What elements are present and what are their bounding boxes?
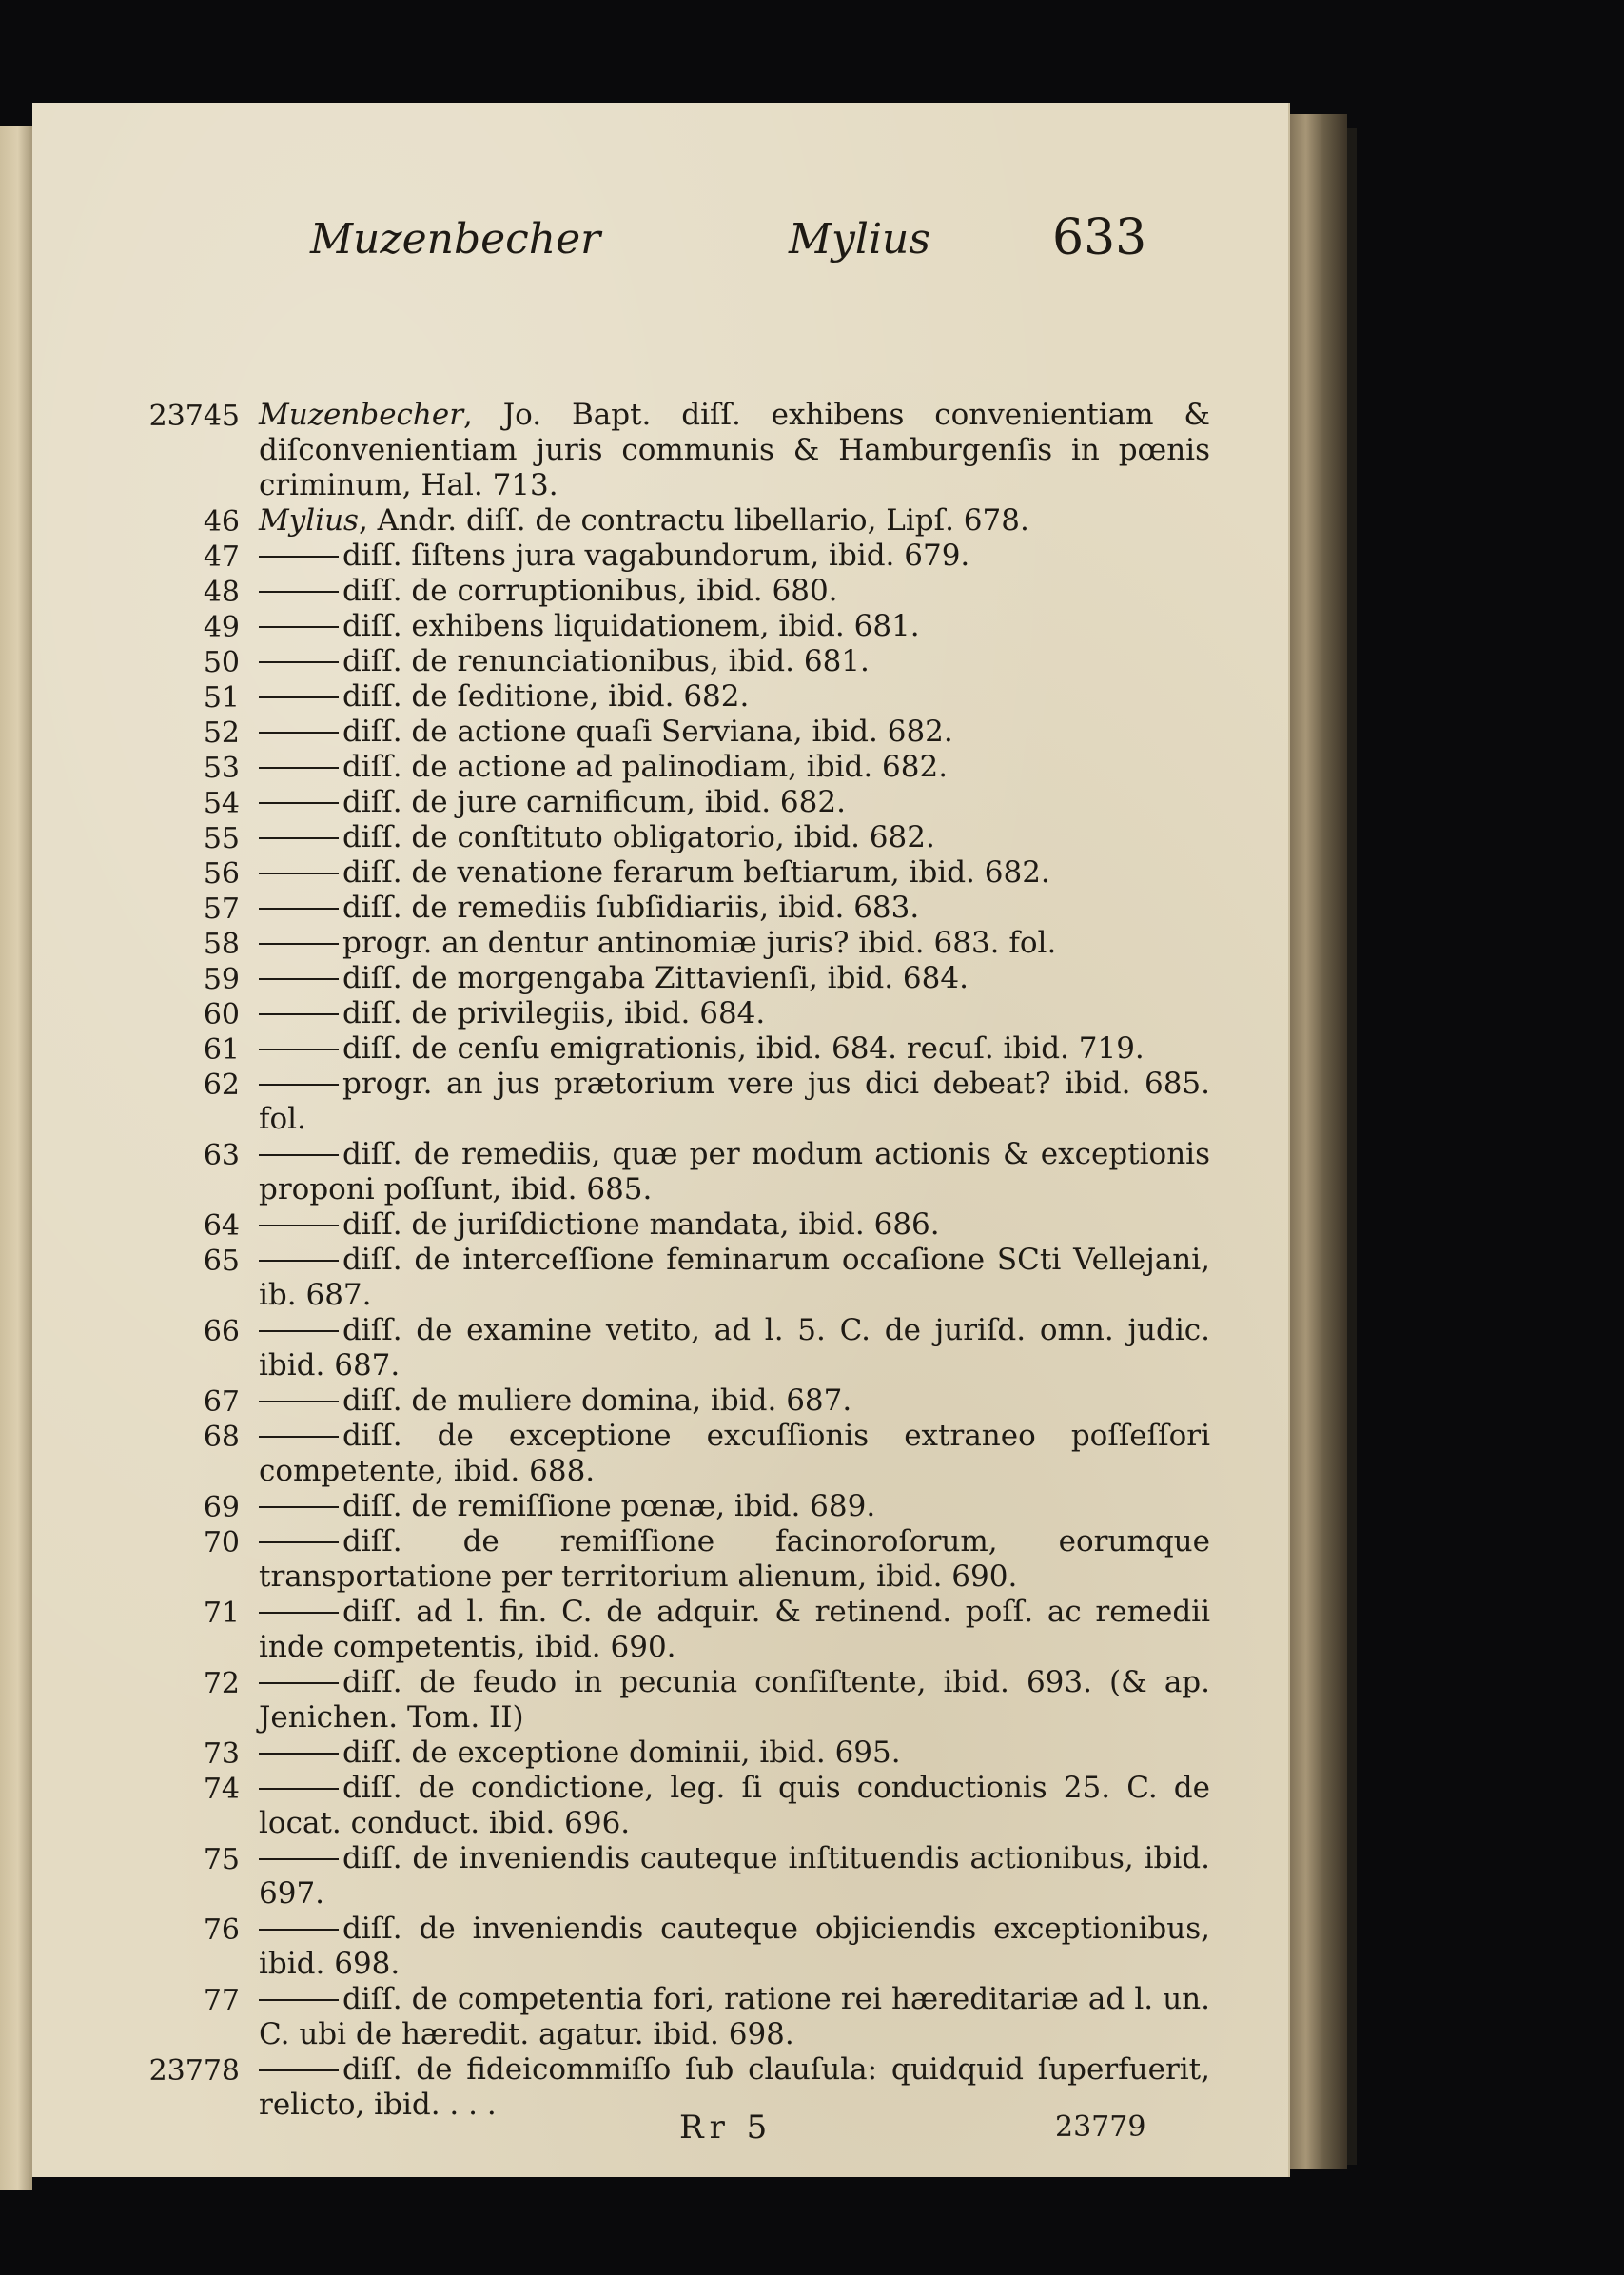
catchword: 23779 bbox=[1055, 2110, 1146, 2144]
entry-number: 47 bbox=[203, 540, 240, 574]
entry-text bbox=[259, 574, 1210, 609]
ditto-dash bbox=[259, 873, 339, 874]
entry-row bbox=[32, 398, 1288, 503]
ditto-dash bbox=[259, 1753, 339, 1755]
entry-body: diſſ. de remiſſione pœnæ, ibid. 689. bbox=[342, 1489, 876, 1523]
entry-text bbox=[259, 1736, 1210, 1771]
page-number: 633 bbox=[1052, 209, 1147, 266]
entry-row bbox=[32, 961, 1288, 996]
entry-body: diſſ. de actione quaſi Serviana, ibid. 682. bbox=[342, 715, 953, 749]
ditto-dash bbox=[259, 1225, 339, 1226]
entry-row bbox=[32, 1489, 1288, 1524]
ditto-dash bbox=[259, 1506, 339, 1508]
entry-body: diſſ. de juriſdictione mandata, ibid. 686. bbox=[342, 1207, 940, 1242]
ditto-dash bbox=[259, 732, 339, 734]
entry-row bbox=[32, 609, 1288, 644]
entry-text bbox=[259, 891, 1210, 926]
entry-row bbox=[32, 1067, 1288, 1137]
entry-text bbox=[259, 1595, 1210, 1665]
ditto-dash bbox=[259, 2069, 339, 2071]
entry-number: 54 bbox=[203, 787, 240, 820]
ditto-dash bbox=[259, 1858, 339, 1860]
entry-body: diſſ. de remediis, quæ per modum actionis & exceptionis proponi poſſunt, ibid. 685. bbox=[259, 1137, 1210, 1206]
entry-number: 52 bbox=[203, 716, 240, 750]
entry-number: 68 bbox=[203, 1421, 240, 1454]
ditto-dash bbox=[259, 767, 339, 769]
entry-body: diſſ. de remediis ſubſidiariis, ibid. 683. bbox=[342, 891, 920, 925]
entry-text bbox=[259, 926, 1210, 961]
ditto-dash bbox=[259, 1612, 339, 1614]
entry-number: 58 bbox=[203, 928, 240, 961]
entry-body: diſſ. de corruptionibus, ibid. 680. bbox=[342, 574, 838, 608]
entry-row bbox=[32, 679, 1288, 715]
entry-body: diſſ. de morgengaba Zittavienſi, ibid. 684. bbox=[342, 961, 969, 995]
entry-body: diſſ. de venatione ferarum beſtiarum, ibid. 682. bbox=[342, 855, 1050, 890]
entry-body: diſſ. de exceptione dominii, ibid. 695. bbox=[342, 1736, 901, 1770]
entry-row bbox=[32, 1736, 1288, 1771]
entry-row bbox=[32, 1841, 1288, 1912]
entry-row bbox=[32, 715, 1288, 750]
entry-text bbox=[259, 1665, 1210, 1736]
entry-text bbox=[259, 750, 1210, 785]
entry-row bbox=[32, 820, 1288, 855]
ditto-dash bbox=[259, 1401, 339, 1402]
entry-number: 59 bbox=[203, 963, 240, 996]
entry-number: 46 bbox=[203, 505, 240, 539]
ditto-dash bbox=[259, 1999, 339, 2001]
ditto-dash bbox=[259, 1154, 339, 1156]
entry-text bbox=[259, 1489, 1210, 1524]
entry-body: diſſ. de cenſu emigrationis, ibid. 684. recuſ. ibid. 719. bbox=[342, 1031, 1145, 1066]
entry-body: diſſ. de renunciationibus, ibid. 681. bbox=[342, 644, 870, 678]
entry-number: 51 bbox=[203, 681, 240, 715]
entry-text bbox=[259, 398, 1210, 503]
entry-row bbox=[32, 996, 1288, 1031]
entry-body: diſſ. de interceſſione feminarum occaſione SCti Vellejani, ib. 687. bbox=[259, 1243, 1210, 1312]
entry-body: diſſ. de feudo in pecunia conſiſtente, ibid. 693. (& ap. Jenichen. Tom. II) bbox=[259, 1665, 1210, 1735]
entry-text bbox=[259, 1313, 1210, 1383]
entry-body: progr. an jus prætorium vere jus dici debeat? ibid. 685. fol. bbox=[259, 1067, 1210, 1136]
entry-row bbox=[32, 1243, 1288, 1313]
entry-text bbox=[259, 996, 1210, 1031]
entry-text bbox=[259, 1841, 1210, 1912]
entry-body: diſſ. de privilegiis, ibid. 684. bbox=[342, 996, 766, 1030]
entry-body: diſſ. de jure carnificum, ibid. 682. bbox=[342, 785, 846, 819]
entry-row bbox=[32, 503, 1288, 539]
entry-text bbox=[259, 1383, 1210, 1419]
ditto-dash bbox=[259, 943, 339, 945]
entry-body: diſſ. de actione ad palinodiam, ibid. 682. bbox=[342, 750, 949, 784]
entry-body: diſſ. de competentia fori, ratione rei hæreditariæ ad l. un. C. ubi de hæredit. agatur. ibid. 698. bbox=[259, 1982, 1210, 2051]
ditto-dash bbox=[259, 626, 339, 628]
entry-body: diſſ. de exceptione excuſſionis extraneo poſſeſſori competente, ibid. 688. bbox=[259, 1419, 1210, 1488]
ditto-dash bbox=[259, 696, 339, 698]
entry-row bbox=[32, 539, 1288, 574]
ditto-dash bbox=[259, 908, 339, 910]
author-name: Muzenbecher bbox=[259, 398, 464, 432]
entry-row bbox=[32, 1595, 1288, 1665]
entry-body: diſſ. de remiſſione facinoroſorum, eorumque transportatione per territorium alienum, ibid. 690. bbox=[259, 1524, 1210, 1594]
entry-row bbox=[32, 1982, 1288, 2052]
entry-number: 57 bbox=[203, 892, 240, 926]
entry-number: 67 bbox=[203, 1385, 240, 1419]
entry-row bbox=[32, 1207, 1288, 1243]
entry-number: 69 bbox=[203, 1491, 240, 1524]
entry-number: 61 bbox=[203, 1033, 240, 1067]
entry-number: 70 bbox=[203, 1526, 240, 1559]
entry-row bbox=[32, 1313, 1288, 1383]
entry-body: diſſ. ad l. fin. C. de adquir. & retinend. poſſ. ac remedii inde competentis, ibid. 690. bbox=[259, 1595, 1210, 1664]
entry-text bbox=[259, 1137, 1210, 1207]
entry-text bbox=[259, 1067, 1210, 1137]
entry-row bbox=[32, 1665, 1288, 1736]
entry-number: 76 bbox=[203, 1913, 240, 1947]
running-head-center: Mylius bbox=[789, 215, 930, 264]
entry-body: diſſ. ſiſtens jura vagabundorum, ibid. 679. bbox=[342, 539, 970, 573]
entry-row bbox=[32, 574, 1288, 609]
entry-text bbox=[259, 820, 1210, 855]
left-page-edge bbox=[0, 126, 32, 2190]
entry-number: 74 bbox=[203, 1773, 240, 1806]
ditto-dash bbox=[259, 1084, 339, 1086]
entry-row bbox=[32, 1771, 1288, 1841]
entry-row bbox=[32, 926, 1288, 961]
entry-text bbox=[259, 1771, 1210, 1841]
ditto-dash bbox=[259, 1330, 339, 1332]
entry-text bbox=[259, 1243, 1210, 1313]
entry-number: 72 bbox=[203, 1667, 240, 1700]
entry-body: diſſ. de examine vetito, ad l. 5. C. de juriſd. omn. judic. ibid. 687. bbox=[259, 1313, 1210, 1383]
ditto-dash bbox=[259, 978, 339, 980]
entry-text bbox=[259, 961, 1210, 996]
entry-text bbox=[259, 855, 1210, 891]
entry-text bbox=[259, 1982, 1210, 2052]
entry-body: diſſ. de inveniendis cauteque objiciendis exceptionibus, ibid. 698. bbox=[259, 1912, 1210, 1981]
ditto-dash bbox=[259, 556, 339, 558]
ditto-dash bbox=[259, 1260, 339, 1262]
entry-number: 77 bbox=[203, 1984, 240, 2017]
entry-row bbox=[32, 1912, 1288, 1982]
entry-text bbox=[259, 715, 1210, 750]
entry-row bbox=[32, 750, 1288, 785]
entry-text bbox=[259, 679, 1210, 715]
entry-number: 53 bbox=[203, 752, 240, 785]
ditto-dash bbox=[259, 1788, 339, 1790]
entry-number: 75 bbox=[203, 1843, 240, 1876]
entry-number: 60 bbox=[203, 998, 240, 1031]
entry-number: 73 bbox=[203, 1737, 240, 1771]
entry-number: 48 bbox=[203, 576, 240, 609]
entry-text bbox=[259, 1419, 1210, 1489]
entry-number: 55 bbox=[203, 822, 240, 855]
signature-mark: Rr 5 bbox=[679, 2108, 773, 2147]
entry-number: 23745 bbox=[148, 400, 240, 433]
book-spine bbox=[1288, 114, 1347, 2169]
ditto-dash bbox=[259, 1049, 339, 1050]
entry-number: 49 bbox=[203, 611, 240, 644]
entry-row bbox=[32, 644, 1288, 679]
entry-text bbox=[259, 1207, 1210, 1243]
entry-text bbox=[259, 1031, 1210, 1067]
ditto-dash bbox=[259, 1541, 339, 1543]
entry-row bbox=[32, 1419, 1288, 1489]
entry-body: , Andr. diſſ. de contractu libellario, Lipſ. 678. bbox=[358, 503, 1029, 538]
author-name: Mylius bbox=[259, 503, 359, 538]
entry-row bbox=[32, 891, 1288, 926]
entry-text bbox=[259, 1912, 1210, 1982]
entry-number: 56 bbox=[203, 857, 240, 891]
entry-body: , Jo. Bapt. diſſ. exhibens convenientiam & diſconvenientiam juris communis & Hamburgenſis in pœnis criminum, Hal. 713. bbox=[259, 398, 1210, 502]
entry-row bbox=[32, 1137, 1288, 1207]
entry-number: 62 bbox=[203, 1069, 240, 1102]
entry-row bbox=[32, 855, 1288, 891]
book-page bbox=[32, 103, 1288, 2177]
entry-body: diſſ. exhibens liquidationem, ibid. 681. bbox=[342, 609, 920, 643]
entry-row bbox=[32, 1524, 1288, 1595]
page-footer bbox=[32, 2108, 1288, 2166]
ditto-dash bbox=[259, 837, 339, 839]
entry-body: diſſ. de fideicommiſſo ſub clauſula: quidquid ſuperfuerit, relicto, ibid. . . . bbox=[259, 2052, 1210, 2122]
ditto-dash bbox=[259, 1682, 339, 1684]
entry-number: 71 bbox=[203, 1597, 240, 1630]
running-head-left: Muzenbecher bbox=[310, 215, 601, 264]
ditto-dash bbox=[259, 1013, 339, 1015]
entry-text bbox=[259, 609, 1210, 644]
ditto-dash bbox=[259, 591, 339, 593]
spine-edge bbox=[1347, 128, 1357, 2165]
entry-list bbox=[32, 398, 1288, 2123]
entry-body: diſſ. de muliere domina, ibid. 687. bbox=[342, 1383, 852, 1418]
entry-text bbox=[259, 1524, 1210, 1595]
entry-number: 63 bbox=[203, 1139, 240, 1172]
entry-text bbox=[259, 539, 1210, 574]
entry-number: 65 bbox=[203, 1245, 240, 1278]
ditto-dash bbox=[259, 802, 339, 804]
entry-body: diſſ. de ſeditione, ibid. 682. bbox=[342, 679, 750, 714]
entry-row bbox=[32, 785, 1288, 820]
entry-number: 66 bbox=[203, 1315, 240, 1348]
ditto-dash bbox=[259, 1929, 339, 1931]
entry-body: progr. an dentur antinomiæ juris? ibid. 683. fol. bbox=[342, 926, 1057, 960]
entry-number: 50 bbox=[203, 646, 240, 679]
entry-text bbox=[259, 785, 1210, 820]
ditto-dash bbox=[259, 1436, 339, 1438]
entry-text bbox=[259, 644, 1210, 679]
entry-body: diſſ. de conſtituto obligatorio, ibid. 682. bbox=[342, 820, 935, 854]
entry-number: 23778 bbox=[148, 2054, 240, 2088]
entry-body: diſſ. de inveniendis cauteque inſtituendis actionibus, ibid. 697. bbox=[259, 1841, 1210, 1911]
entry-text bbox=[259, 503, 1210, 539]
entry-row bbox=[32, 1031, 1288, 1067]
entry-number: 64 bbox=[203, 1209, 240, 1243]
ditto-dash bbox=[259, 661, 339, 663]
entry-row bbox=[32, 1383, 1288, 1419]
entry-body: diſſ. de condictione, leg. ſi quis conductionis 25. C. de locat. conduct. ibid. 696. bbox=[259, 1771, 1210, 1840]
